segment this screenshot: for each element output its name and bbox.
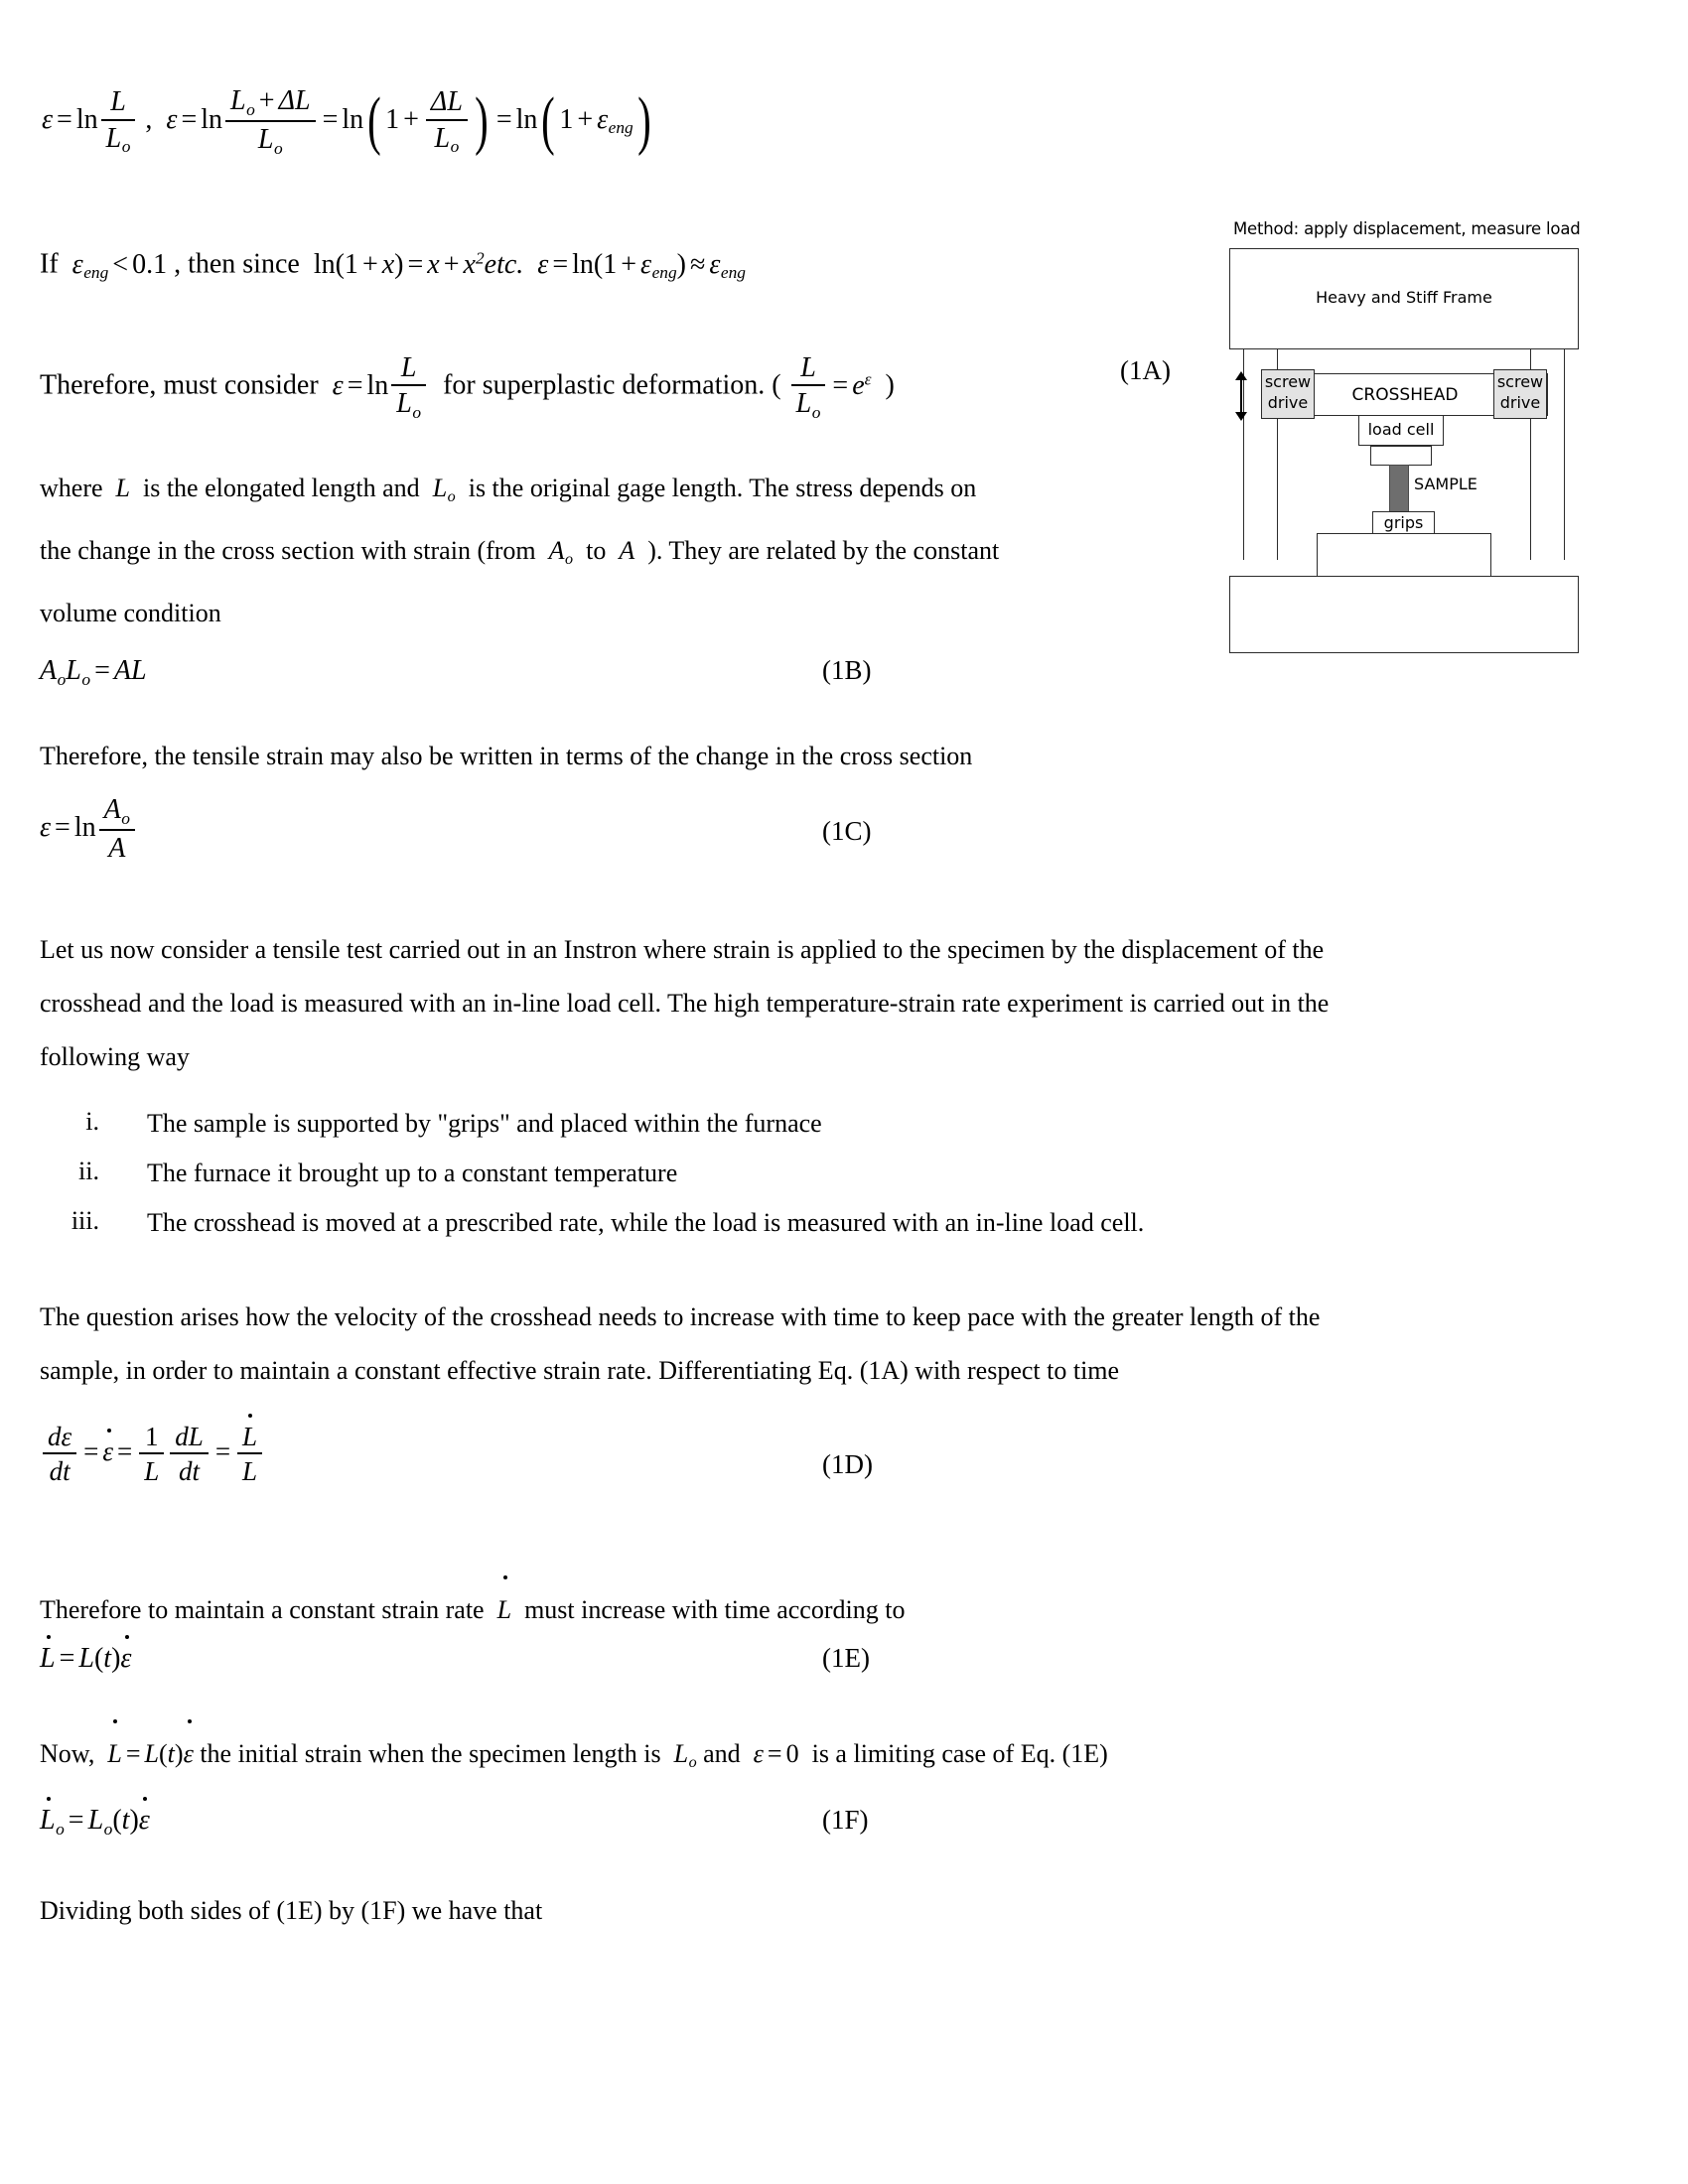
sym-A-1B-2: A <box>113 655 131 686</box>
sym-L-1B-1: L <box>66 655 81 686</box>
text-related-constant: ). They are related by the constant <box>647 536 1000 566</box>
den-t-1D: t <box>63 1456 70 1487</box>
sym-ln-1C: ln <box>73 811 96 843</box>
den-d-1D: d <box>49 1456 64 1487</box>
sym-L-sub-1F-2: o <box>103 1819 113 1839</box>
den-L-1D: L <box>144 1456 160 1487</box>
sym-x-1: x <box>381 248 395 280</box>
num-A-sub-1C: o <box>121 808 130 828</box>
num-L: L <box>230 85 246 116</box>
text-increase-with-time: must increase with time according to <box>524 1595 906 1624</box>
list-numeral-i: i. <box>85 1107 99 1136</box>
paragraph-where-L <box>40 462 1211 640</box>
sym-epsilon-dot-1D: ε <box>102 1435 114 1466</box>
equation-strain-area <box>40 794 138 864</box>
list-numeral-ii: ii. <box>78 1157 99 1185</box>
sym-A-inline-1: A <box>548 536 565 566</box>
paren-open-1: ( <box>367 84 381 158</box>
sym-threshold: 0.1 <box>132 248 168 280</box>
sym-L-dot-now: L <box>107 1727 121 1781</box>
sym-epsilon-3: ε <box>597 103 609 135</box>
where-line-3 <box>40 587 1211 640</box>
den-sub-o-2: o <box>450 137 460 157</box>
num-L-1D: L <box>188 1422 204 1451</box>
text-therefore-tensile: Therefore, the tensile strain may also be written in terms of the change in the cross section <box>40 742 973 770</box>
sym-eps-dot-1E: ε <box>120 1643 132 1674</box>
upper-grip-box <box>1370 446 1432 466</box>
sym-approx: ≈ <box>690 248 706 280</box>
sym-epsilon-2: ε <box>166 103 178 135</box>
instron-line-3: following way <box>40 1042 190 1071</box>
frac-dL-over-Lo <box>426 86 468 156</box>
num-L-3: L <box>400 352 417 383</box>
frac-Ao-over-A <box>99 794 135 864</box>
sym-eps-dot-1F: ε <box>138 1805 150 1836</box>
question-line-1: The question arises how the velocity of the crosshead needs to increase with time to keep pace with the greater length of the <box>40 1302 1321 1331</box>
sym-L-now-2: L <box>673 1739 689 1768</box>
sym-epsilon-7: ε <box>709 248 721 280</box>
sym-L-1F: L <box>87 1805 104 1836</box>
paragraph-crosshead-velocity <box>40 1291 1658 1398</box>
sym-less-than: < <box>112 248 129 280</box>
sym-sub-eng-2: eng <box>83 263 109 283</box>
text-where: where <box>40 474 103 502</box>
num-A-1C: A <box>103 794 121 825</box>
sym-L-1E: L <box>78 1643 94 1674</box>
text-initial-strain: the initial strain when the specimen length is <box>200 1739 661 1768</box>
sym-epsilon: ε <box>42 103 54 135</box>
sym-L-sub-o-inline: o <box>447 488 456 506</box>
den-L-2: L <box>434 122 451 154</box>
sym-A-sub-1B: o <box>57 669 67 689</box>
sym-equals-2: = <box>181 103 198 135</box>
sample-bar <box>1389 465 1409 512</box>
sym-ln-2: ln <box>201 103 223 135</box>
sym-A-1B-1: A <box>40 655 58 686</box>
list-numeral-iii: iii. <box>70 1206 99 1235</box>
frac-L-over-Lo-1 <box>101 86 136 156</box>
where-line-1 <box>40 462 1211 524</box>
text-then-since: , then since <box>174 248 300 280</box>
frac-dL-over-dt <box>170 1422 209 1486</box>
sym-L-dot-inline-1: L <box>497 1583 511 1637</box>
frac-L-over-Lo-2 <box>391 352 426 422</box>
displacement-arrow-shaft <box>1240 378 1242 414</box>
paragraph-instron-test <box>40 923 1658 1084</box>
frac-den-L: L <box>105 122 122 154</box>
sym-ln-7: ln <box>366 369 389 401</box>
sym-ln-6: ln <box>572 248 594 280</box>
sym-epsilon-8: ε <box>332 369 344 401</box>
sym-A-inline-2: A <box>619 536 635 566</box>
text-limiting-case: is a limiting case of Eq. (1E) <box>811 1739 1108 1768</box>
den-L-4: L <box>795 388 812 420</box>
sym-e: e <box>852 369 865 401</box>
sample-label: SAMPLE <box>1414 475 1477 493</box>
text-etc: etc. <box>484 248 524 280</box>
den-d-1D-2: d <box>179 1456 193 1487</box>
crosshead-label: CROSSHEAD <box>1351 385 1459 405</box>
sym-plus-6: + <box>621 248 637 280</box>
where-line-2 <box>40 524 1211 587</box>
sym-t-1E: t <box>103 1643 112 1674</box>
sym-equals-5: = <box>407 248 424 280</box>
paren-close-1: ) <box>475 84 489 158</box>
grips-label: grips <box>1383 513 1424 532</box>
equation-tag-1E: (1E) <box>822 1643 870 1673</box>
list-item-i: The sample is supported by "grips" and placed within the furnace <box>147 1109 822 1138</box>
sym-L-sub-1F: o <box>56 1819 65 1839</box>
sym-L-inline-2: L <box>432 474 448 502</box>
sym-plus-5: + <box>443 248 460 280</box>
sym-equals-now: = <box>125 1739 141 1768</box>
equation-strain-rate <box>40 1422 265 1486</box>
sym-L-inline-1: L <box>115 474 130 502</box>
sym-sub-eng-3: eng <box>651 263 677 283</box>
text-therefore-consider: Therefore, must consider <box>40 369 319 401</box>
text-and: and <box>703 1739 741 1768</box>
sym-zero: 0 <box>785 1739 799 1768</box>
sym-epsilon-4: ε <box>71 248 83 280</box>
sym-eps-now: ε <box>753 1739 764 1768</box>
sym-equals-7: = <box>347 369 363 401</box>
num-d-1D: d <box>48 1422 62 1451</box>
num-delta-L-2: ΔL <box>430 86 463 118</box>
den-L-3: L <box>396 388 412 420</box>
sym-t-now: t <box>167 1739 175 1768</box>
sym-sup-epsilon: ε <box>864 369 872 389</box>
sym-equals-6: = <box>552 248 569 280</box>
sym-ln-3: ln <box>342 103 364 135</box>
den-A-1C: A <box>108 832 126 864</box>
paren-close-2: ) <box>636 84 651 158</box>
sym-equals-3: = <box>322 103 339 135</box>
num-d-1D-2: d <box>175 1422 189 1451</box>
sym-equals-1C: = <box>55 811 70 843</box>
sym-L-dot-1F: L <box>40 1805 56 1836</box>
sym-equals-1: = <box>57 103 72 135</box>
sym-L-dot-1D: L <box>242 1422 258 1451</box>
num-L-4: L <box>800 352 816 383</box>
sym-equals-1D-1: = <box>83 1435 99 1466</box>
sym-L-sub-now: o <box>688 1754 697 1772</box>
sym-equals-1F: = <box>68 1805 84 1836</box>
text-cross-section: the change in the cross section with strain (from <box>40 536 536 566</box>
frac-1-over-L: $\frac{1}{L}$ <box>139 1422 164 1486</box>
sym-x-2: x <box>427 248 440 280</box>
den-L: L <box>257 123 274 155</box>
sym-epsilon-5: ε <box>537 248 549 280</box>
instron-line-2: crosshead and the load is measured with an in-line load cell. The high temperature-strain rate experiment is carried out in the <box>40 989 1330 1018</box>
text-maintain-rate: Therefore to maintain a constant strain rate <box>40 1595 485 1624</box>
sym-equals-now-2: = <box>767 1739 782 1768</box>
sym-epsilon-1C: ε <box>40 811 52 843</box>
sym-equals-1B: = <box>94 655 110 686</box>
den-sub-o-4: o <box>811 402 821 422</box>
displacement-arrow-head-down <box>1235 412 1247 421</box>
den-sub-o-3: o <box>412 402 422 422</box>
sym-x-3: x <box>463 248 476 280</box>
num-delta-L: ΔL <box>278 85 311 116</box>
screw-drive-left-label-line2: drive <box>1267 393 1309 412</box>
frac-deps-over-dt <box>43 1422 76 1486</box>
text-elongated-length: is the elongated length and <box>142 474 420 502</box>
sym-ln-5: ln <box>313 248 336 280</box>
den-t-1D-2: t <box>192 1456 201 1487</box>
den-L-1D-2: L <box>242 1456 258 1487</box>
sym-ln-1: ln <box>75 103 98 135</box>
paragraph-dividing-sides <box>40 1884 1231 1938</box>
sym-plus-2: + <box>403 103 419 135</box>
text-dividing: Dividing both sides of (1E) by (1F) we have that <box>40 1896 543 1925</box>
num-eps-1D: ε <box>61 1422 72 1451</box>
den-sub-o: o <box>274 138 283 158</box>
equation-tag-1C: (1C) <box>822 816 872 846</box>
frac-Lo-plus-dL-over-Lo <box>225 85 316 158</box>
sym-plus-3: + <box>577 103 594 135</box>
screw-drive-right-label-line1: screw <box>1496 372 1544 391</box>
sym-equals-4: = <box>495 103 512 135</box>
sym-L-dot-1E: L <box>40 1643 56 1674</box>
sym-equals-1D-3: = <box>214 1435 231 1466</box>
sym-L-sub-1B: o <box>81 669 91 689</box>
sym-L-1B-2: L <box>130 655 147 686</box>
frac-num-L: L <box>110 86 126 118</box>
sym-eps-dot-now: ε <box>184 1727 194 1781</box>
text-to: to <box>586 536 607 566</box>
sym-sup-2: 2 <box>475 248 485 267</box>
sym-A-sub-o-inline: o <box>565 551 574 569</box>
text-close-paren: ) <box>885 369 895 401</box>
heavy-stiff-frame-label: Heavy and Stiff Frame <box>1316 288 1492 307</box>
text-original-gage: is the original gage length. The stress depends on <box>468 474 977 502</box>
equation-tag-1B: (1B) <box>822 655 872 685</box>
equation-tag-1A: (1A) <box>1120 355 1171 385</box>
num-sub-o: o <box>246 99 255 119</box>
screw-drive-right-label-line2: drive <box>1499 393 1541 412</box>
sym-plus-4: + <box>361 248 378 280</box>
paragraph-therefore-tensile <box>40 730 1231 783</box>
sym-ln-4: ln <box>515 103 538 135</box>
text-volume-condition: volume condition <box>40 599 221 628</box>
equation-1F: $L_o = L_o(t)\varepsilon$ <box>40 1805 150 1839</box>
list-item-iii: The crosshead is moved at a prescribed rate, while the load is measured with an in-line load cell. <box>147 1208 1145 1237</box>
sym-L-now: L <box>144 1739 159 1768</box>
sym-sub-eng-4: eng <box>720 263 746 283</box>
question-line-2: sample, in order to maintain a constant effective strain rate. Differentiating Eq. (1A) with respect to time <box>40 1356 1120 1385</box>
frac-L-over-Lo-3 <box>791 352 826 422</box>
instron-diagram <box>1229 220 1587 747</box>
sym-t-1F: t <box>121 1805 130 1836</box>
sym-equals-1D-2: = <box>117 1435 133 1466</box>
screw-drive-left-label-line1: screw <box>1264 372 1312 391</box>
paren-open-2: ( <box>541 84 556 158</box>
equation-tag-1D: (1D) <box>822 1449 873 1479</box>
load-cell-label: load cell <box>1367 420 1435 439</box>
text-now: Now, <box>40 1739 95 1768</box>
sym-equals-1E: = <box>59 1643 75 1674</box>
text-if: If <box>40 248 59 280</box>
text-for-superplastic: for superplastic deformation. ( <box>443 369 781 401</box>
paragraph-now-initial-strain: Now, L = L(t)ε the initial strain when the specimen length is $L_o$ and ε = 0 is a limiting case of Eq. (1E) <box>40 1727 1529 1790</box>
line-superplastic-deformation <box>40 352 895 422</box>
line-small-strain-approximation: If $\varepsilon_{eng} < 0.1$ , then since $\ln(1 + x) = x + x^2etc$. $\varepsilon = \ln(1 + \varepsilon_{eng}) \approx \varepsilon_{eng}$ <box>40 248 746 283</box>
instron-line-1: Let us now consider a tensile test carried out in an Instron where strain is applied to the specimen by the displacement of the <box>40 935 1325 964</box>
equation-1E: L = L(t)ε <box>40 1643 132 1674</box>
frac-Ldot-over-L <box>237 1422 262 1486</box>
frac-den-sub-o: o <box>121 137 131 157</box>
equation-constant-volume <box>40 655 147 690</box>
diagram-caption: Method: apply displacement, measure load <box>1233 219 1581 238</box>
paragraph-maintain-strain-rate <box>40 1583 1231 1637</box>
base-box <box>1229 576 1579 653</box>
sym-sub-eng-1: eng <box>608 118 633 138</box>
sym-epsilon-6: ε <box>640 248 652 280</box>
equation-strain-definition: ε = ln $\frac{L}{L_o}$ , ε = ln $\frac{L_o + \Delta L}{L_o}$ = ln( 1 + $\frac{\Delta L}{L_o}$ ) = ln( $1 + \varepsilon_{eng}$) <box>42 84 651 158</box>
num-plus: + <box>258 85 275 116</box>
list-item-ii: The furnace it brought up to a constant temperature <box>147 1159 678 1187</box>
sym-equals-8: = <box>832 369 849 401</box>
equation-tag-1F: (1F) <box>822 1805 869 1835</box>
